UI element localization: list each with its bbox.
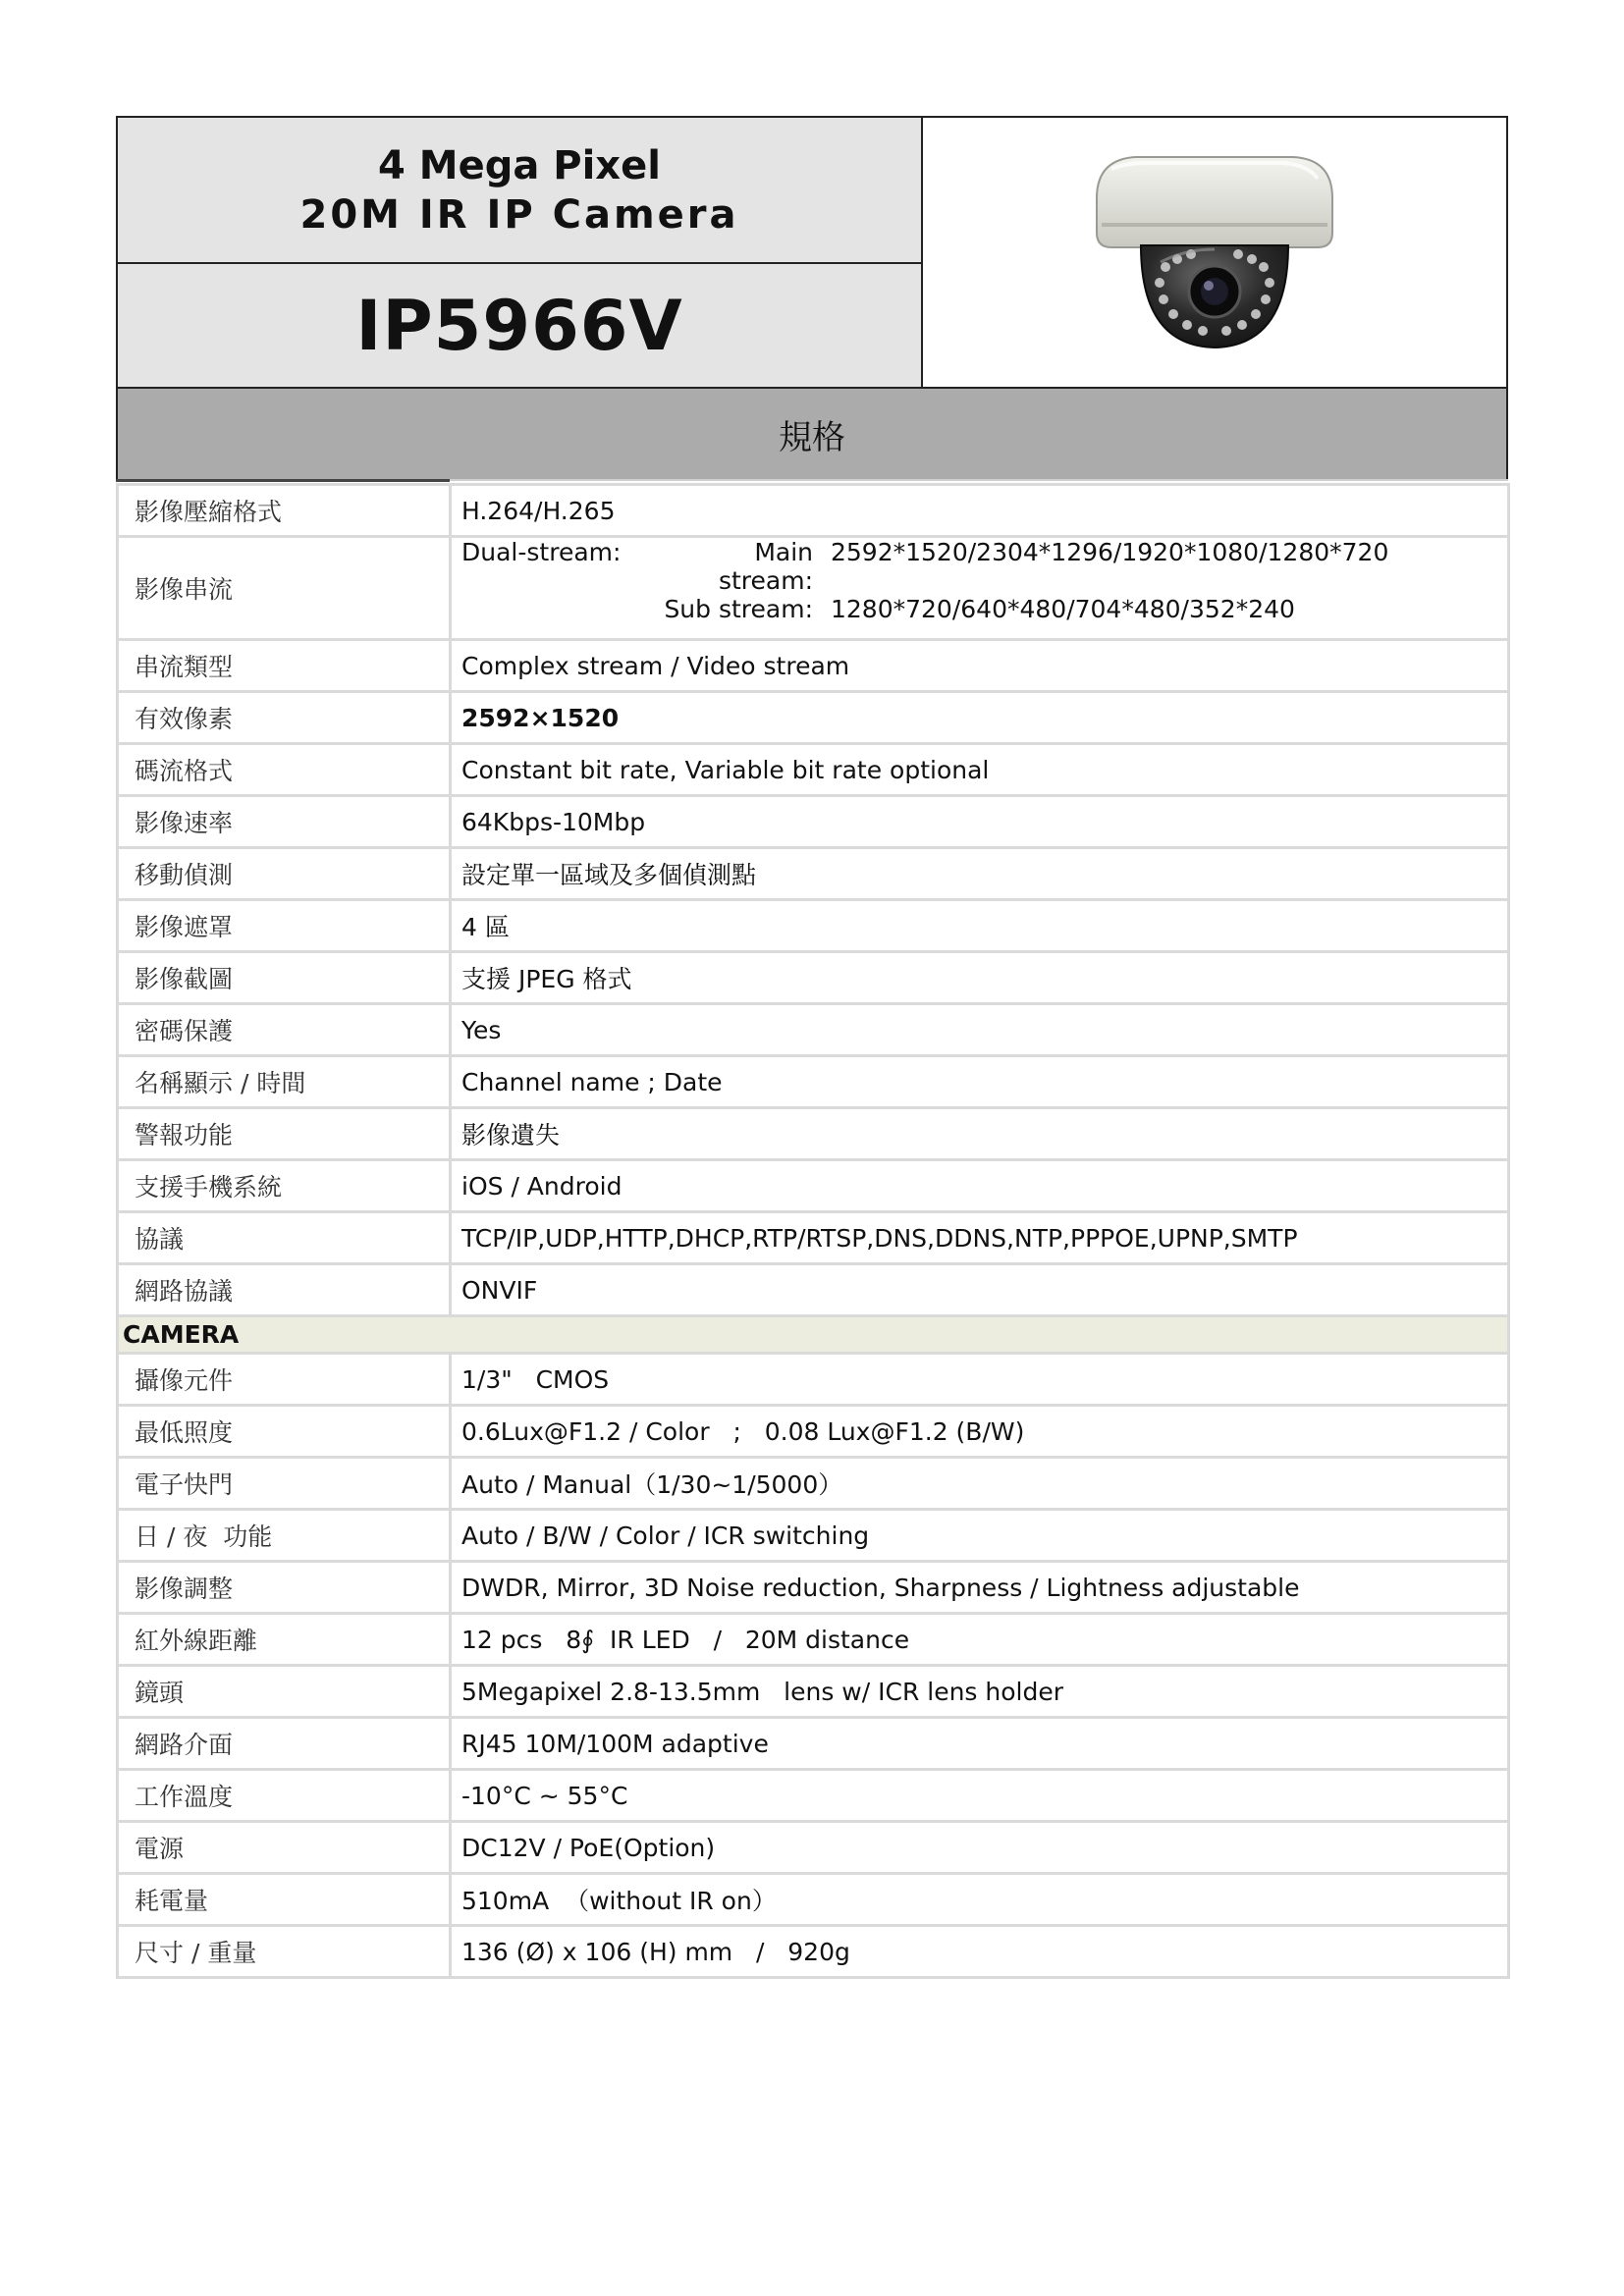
dome-camera-image (1067, 130, 1362, 375)
spec-label: 影像遮罩 (118, 900, 451, 952)
stream-grid (461, 538, 1507, 623)
table-row (118, 796, 1509, 848)
model-cell (118, 264, 921, 387)
spec-label: 鏡頭 (118, 1666, 451, 1718)
table-row (118, 1510, 1509, 1562)
model-number: IP5966V (355, 285, 683, 366)
spec-label: 電子快門 (118, 1458, 451, 1510)
table-row (118, 1822, 1509, 1874)
table-row (118, 1212, 1509, 1264)
spec-label: 影像壓縮格式 (118, 485, 451, 537)
spec-value: 0.6Lux@F1.2 / Color ; 0.08 Lux@F1.2 (B/W) (451, 1406, 1509, 1458)
spec-label: 支援手機系統 (118, 1160, 451, 1212)
sub-stream-label: Sub stream: (664, 594, 813, 623)
spec-value: 設定單一區域及多個偵測點 (451, 848, 1509, 900)
stream-spacer (461, 595, 664, 623)
stream-type: Dual-stream: (461, 537, 622, 566)
spec-value: Complex stream / Video stream (451, 640, 1509, 692)
table-row (118, 1056, 1509, 1108)
spec-heading: 規格 (779, 417, 845, 457)
spec-table (116, 483, 1510, 1979)
table-row (118, 1562, 1509, 1614)
spec-label: 名稱顯示 / 時間 (118, 1056, 451, 1108)
spec-value: Channel name ; Date (451, 1056, 1509, 1108)
product-header (116, 116, 1508, 389)
spec-value: 136 (Ø) x 106 (H) mm / 920g (451, 1926, 1509, 1978)
table-row (118, 900, 1509, 952)
spec-heading-bar (116, 389, 1508, 479)
spec-value: 2592×1520 (451, 692, 1509, 744)
table-row (118, 1614, 1509, 1666)
spec-label: 碼流格式 (118, 744, 451, 796)
table-row (118, 1354, 1509, 1406)
spec-label: 最低照度 (118, 1406, 451, 1458)
section-title: CAMERA (118, 1316, 1509, 1354)
spec-label: 串流類型 (118, 640, 451, 692)
spec-label: 網路協議 (118, 1264, 451, 1316)
spec-label: 影像截圖 (118, 952, 451, 1004)
spec-label: 網路介面 (118, 1718, 451, 1770)
table-row (118, 1926, 1509, 1978)
table-row (118, 1004, 1509, 1056)
spec-label: 警報功能 (118, 1108, 451, 1160)
spec-label: 影像速率 (118, 796, 451, 848)
spec-label: 影像調整 (118, 1562, 451, 1614)
spec-label: 耗電量 (118, 1874, 451, 1926)
product-image-cell (923, 118, 1506, 387)
spec-value-stream (451, 537, 1509, 640)
table-row (118, 952, 1509, 1004)
spec-value: DC12V / PoE(Option) (451, 1822, 1509, 1874)
spec-value: Yes (451, 1004, 1509, 1056)
spec-label: 有效像素 (118, 692, 451, 744)
sub-stream-value: 1280*720/640*480/704*480/352*240 (831, 594, 1295, 623)
spec-value: 支援 JPEG 格式 (451, 952, 1509, 1004)
main-stream-label: Main stream: (718, 537, 813, 595)
spec-label: 日 / 夜 功能 (118, 1510, 451, 1562)
spec-label: 密碼保護 (118, 1004, 451, 1056)
divider (116, 479, 450, 482)
divider (450, 479, 1508, 481)
table-row (118, 1160, 1509, 1212)
spec-value: -10°C ~ 55°C (451, 1770, 1509, 1822)
spec-label: 電源 (118, 1822, 451, 1874)
spec-value: ONVIF (451, 1264, 1509, 1316)
spec-label: 工作溫度 (118, 1770, 451, 1822)
table-row (118, 848, 1509, 900)
spec-value: TCP/IP,UDP,HTTP,DHCP,RTP/RTSP,DNS,DDNS,NTP,PPPOE,UPNP,SMTP (451, 1212, 1509, 1264)
spec-value: DWDR, Mirror, 3D Noise reduction, Sharpness / Lightness adjustable (451, 1562, 1509, 1614)
table-row (118, 537, 1509, 640)
table-row (118, 1458, 1509, 1510)
spec-label: 移動偵測 (118, 848, 451, 900)
table-row (118, 1874, 1509, 1926)
table-row (118, 485, 1509, 537)
table-row (118, 1406, 1509, 1458)
spec-label: 影像串流 (118, 537, 451, 640)
spec-label: 尺寸 / 重量 (118, 1926, 451, 1978)
table-row (118, 692, 1509, 744)
spec-value: 4 區 (451, 900, 1509, 952)
product-title-line1: 4 Mega Pixel (378, 142, 661, 188)
spec-value: 5Megapixel 2.8-13.5mm lens w/ ICR lens holder (451, 1666, 1509, 1718)
spec-value: RJ45 10M/100M adaptive (451, 1718, 1509, 1770)
table-row (118, 1108, 1509, 1160)
table-row (118, 1718, 1509, 1770)
table-row (118, 1264, 1509, 1316)
spec-label: 紅外線距離 (118, 1614, 451, 1666)
spec-value: iOS / Android (451, 1160, 1509, 1212)
header-title-column (118, 118, 923, 387)
spec-value: H.264/H.265 (451, 485, 1509, 537)
table-row (118, 1770, 1509, 1822)
product-title-line2: 20M IR IP Camera (299, 191, 739, 238)
spec-label: 協議 (118, 1212, 451, 1264)
spec-value: Constant bit rate, Variable bit rate optional (451, 744, 1509, 796)
spec-label: 攝像元件 (118, 1354, 451, 1406)
table-row (118, 1666, 1509, 1718)
spec-value: 12 pcs 8∮ IR LED / 20M distance (451, 1614, 1509, 1666)
spec-value: 64Kbps-10Mbp (451, 796, 1509, 848)
spec-value: Auto / Manual（1/30~1/5000） (451, 1458, 1509, 1510)
spec-value: 1/3" CMOS (451, 1354, 1509, 1406)
spec-value: 影像遺失 (451, 1108, 1509, 1160)
spec-value: 510mA （without IR on） (451, 1874, 1509, 1926)
main-stream-value: 2592*1520/2304*1296/1920*1080/1280*720 (831, 537, 1389, 566)
product-title-cell (118, 118, 921, 264)
section-header-camera (118, 1316, 1509, 1354)
table-row (118, 744, 1509, 796)
spec-value: Auto / B/W / Color / ICR switching (451, 1510, 1509, 1562)
table-row (118, 640, 1509, 692)
